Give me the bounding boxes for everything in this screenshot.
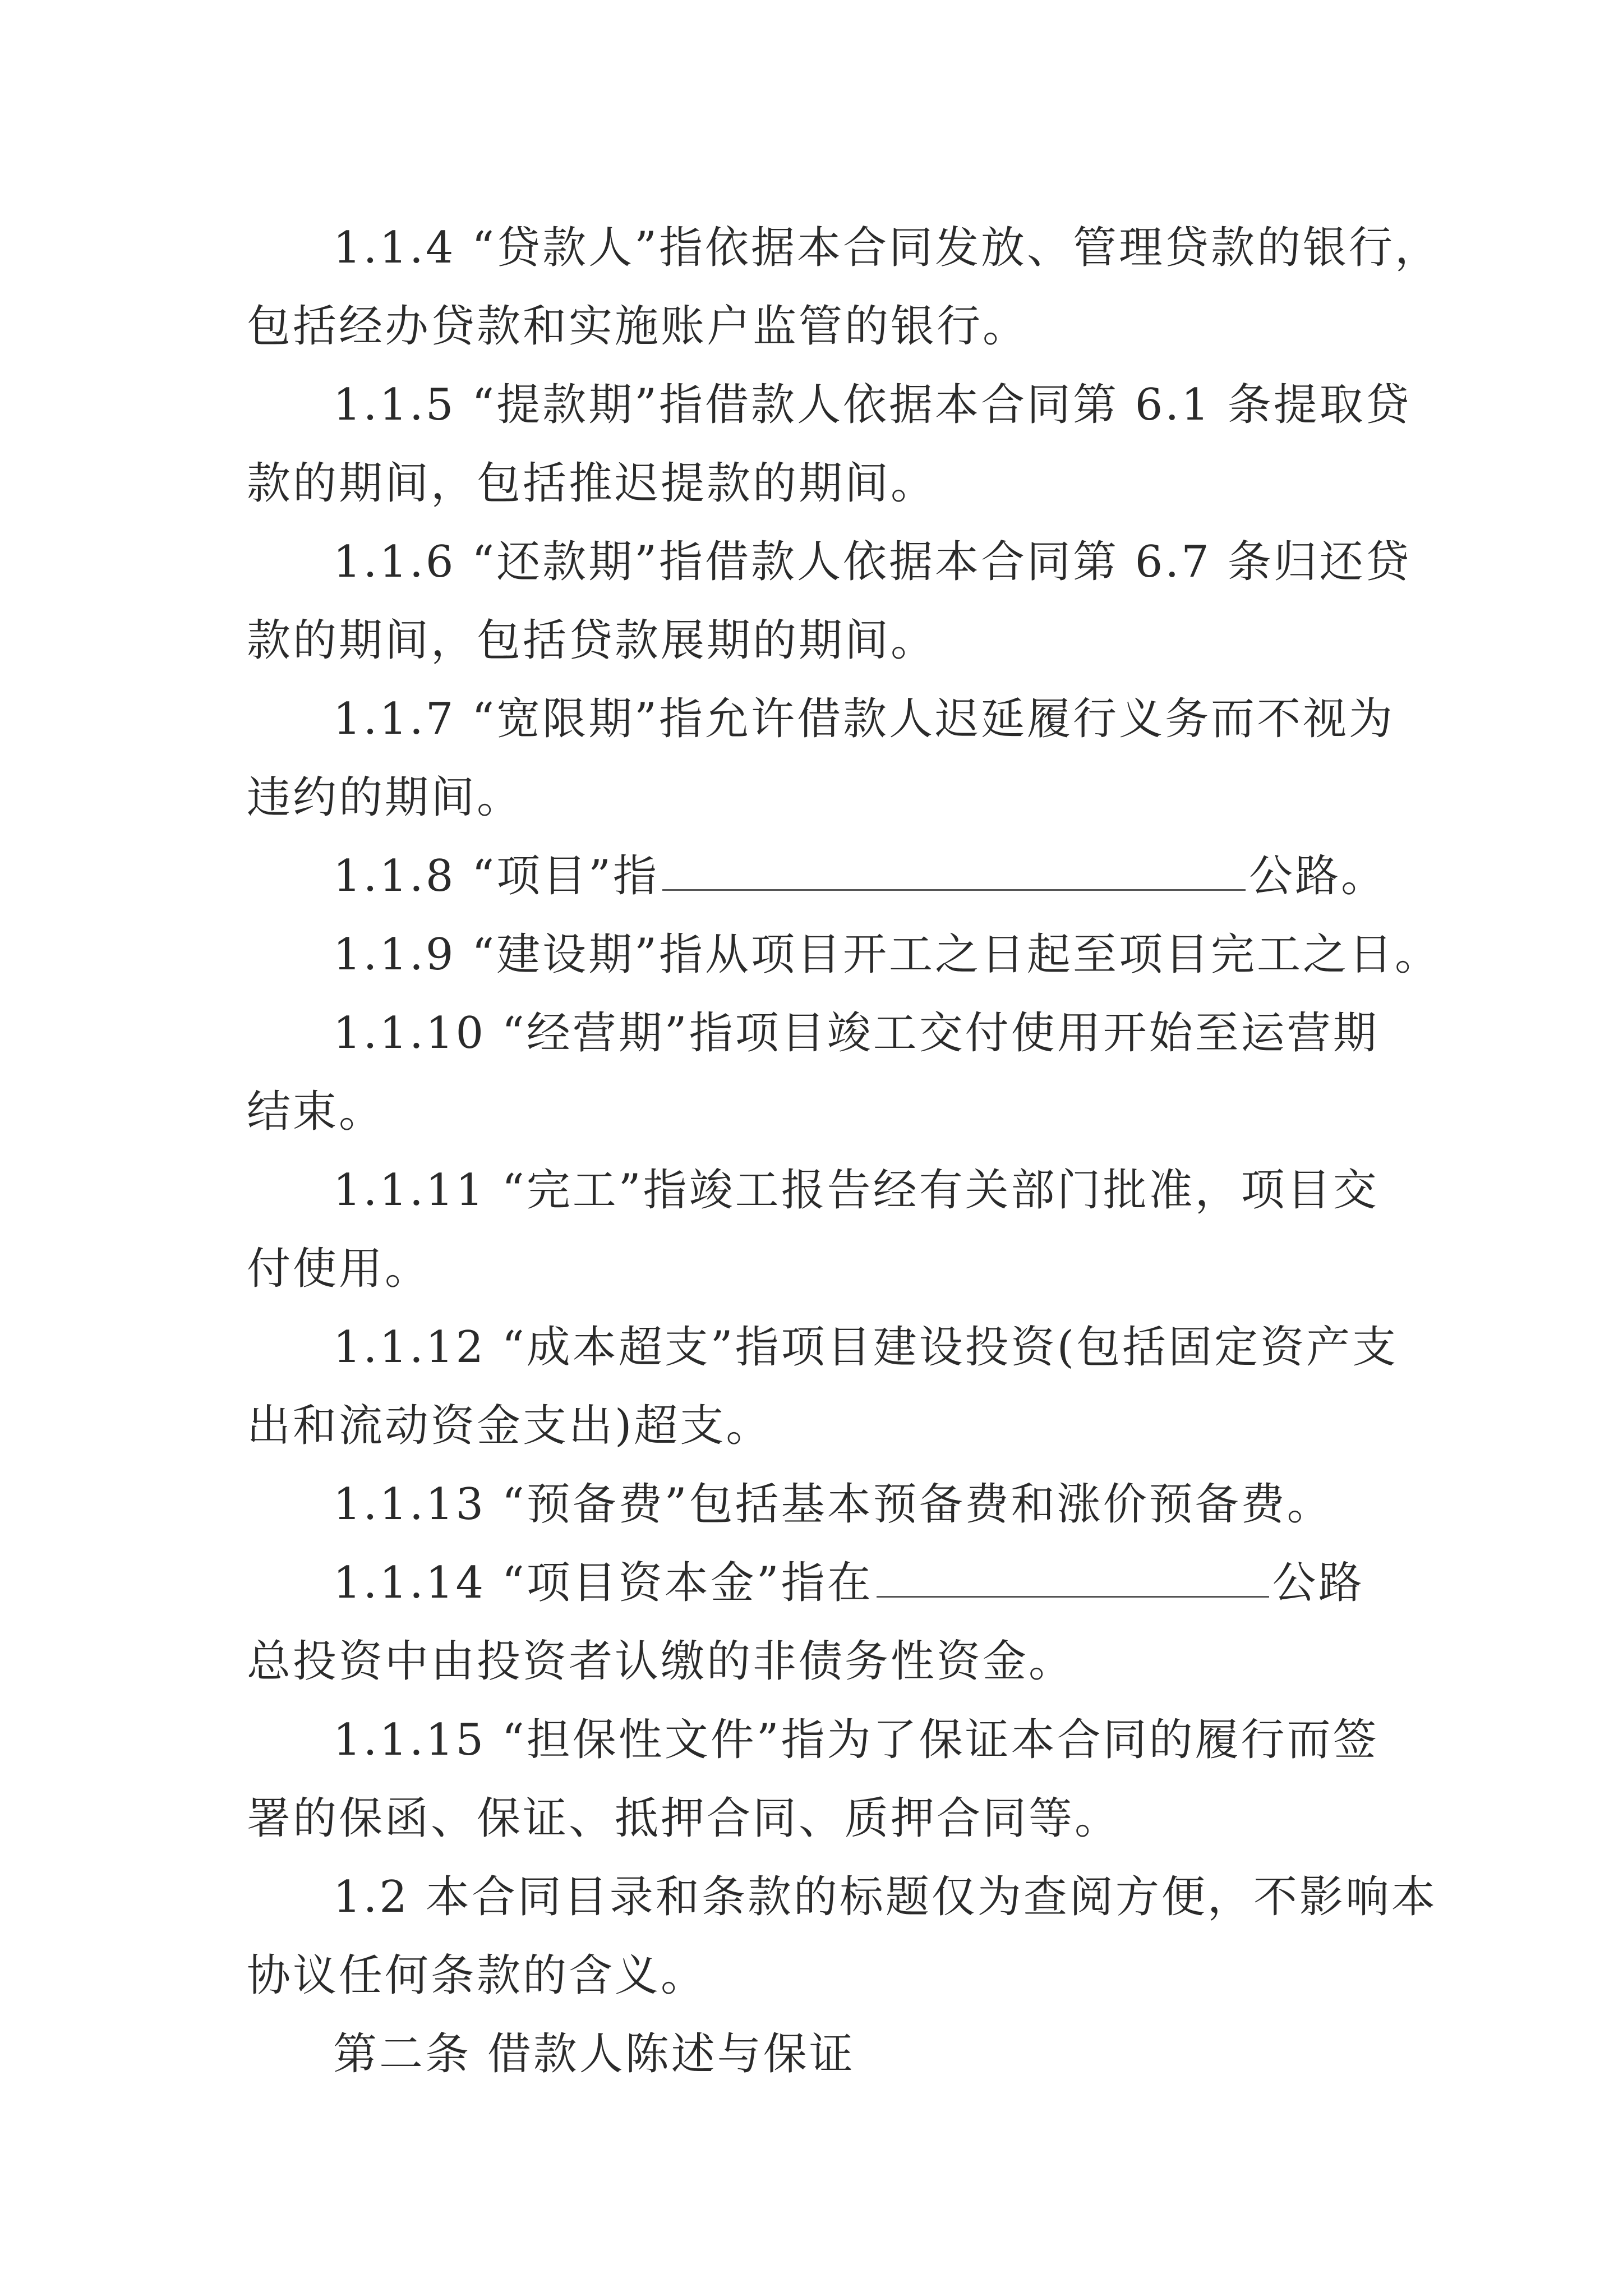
- clause-1-1-5: [247, 366, 1412, 523]
- clause-1-1-10: [247, 994, 1379, 1151]
- text-line: 1.1.13 “预备费”包括基本预备费和涨价预备费。: [333, 1479, 1333, 1530]
- clause-1-1-14: [247, 1544, 1374, 1701]
- text-line: 1.1.15 “担保性文件”指为了保证本合同的履行而签: [333, 1715, 1379, 1765]
- text-line: [247, 837, 1387, 915]
- text-line: 1.1.9 “建设期”指从项目开工之日起至项目完工之日。: [333, 930, 1441, 980]
- text-line: 结束。: [247, 1087, 385, 1137]
- clause-1-2: [247, 1858, 1437, 2015]
- text-line: 款的期间，包括推迟提款的期间。: [247, 458, 937, 509]
- text-line: 1.1.4 “贷款人”指依据本合同发放、管理贷款的银行，: [333, 223, 1441, 273]
- text-line: 包括经办贷款和实施账户监管的银行。: [247, 301, 1029, 352]
- text-line: 协议任何条款的含义。: [247, 1950, 707, 2001]
- text-line: 出和流动资金支出)超支。: [247, 1401, 772, 1451]
- clause-1-1-11: [247, 1151, 1379, 1308]
- text-line: 总投资中由投资者认缴的非债务性资金。: [247, 1636, 1075, 1687]
- clause-1-1-13: [247, 1465, 1374, 1544]
- clause-label: 1.1.8 “项目”指: [333, 851, 660, 901]
- text-line: 付使用。: [247, 1244, 431, 1294]
- text-line: 款的期间，包括贷款展期的期间。: [247, 615, 937, 666]
- text-line: 1.1.12 “成本超支”指项目建设投资(包括固定资产支: [333, 1322, 1399, 1373]
- text-line: 1.1.7 “宽限期”指允许借款人迟延履行义务而不视为: [333, 694, 1395, 744]
- text-line: 1.1.5 “提款期”指借款人依据本合同第 6.1 条提取贷: [333, 380, 1412, 430]
- article-2-heading: [247, 2015, 1374, 2093]
- fill-in-blank-line: [877, 1551, 1269, 1598]
- clause-1-1-6: [247, 523, 1412, 680]
- text-line: 署的保函、保证、抵押合同、质押合同等。: [247, 1793, 1121, 1844]
- document-body: [247, 209, 1441, 2093]
- clause-1-1-7: [247, 680, 1395, 837]
- text-line: 1.1.10 “经营期”指项目竣工交付使用开始至运营期: [333, 1008, 1379, 1059]
- text-line: [247, 1544, 1374, 1622]
- text-line: 1.1.6 “还款期”指借款人依据本合同第 6.7 条归还贷: [333, 537, 1412, 587]
- clause-1-1-9: [247, 915, 1441, 994]
- clause-suffix: 公路。: [1249, 851, 1387, 901]
- text-line: 1.1.11 “完工”指竣工报告经有关部门批准，项目交: [333, 1165, 1379, 1216]
- clause-1-1-15: [247, 1701, 1379, 1858]
- text-line: 1.2 本合同目录和条款的标题仅为查阅方便，不影响本: [333, 1872, 1437, 1922]
- clause-1-1-12: [247, 1308, 1399, 1465]
- clause-1-1-8: [247, 837, 1387, 915]
- text-line: 违约的期间。: [247, 772, 523, 823]
- fill-in-blank-line: [662, 844, 1246, 891]
- clause-label: 1.1.14 “项目资本金”指在: [333, 1558, 873, 1608]
- clause-suffix: 公路: [1272, 1558, 1364, 1608]
- section-heading: 第二条 借款人陈述与保证: [333, 2029, 855, 2079]
- clause-1-1-4: [247, 209, 1441, 366]
